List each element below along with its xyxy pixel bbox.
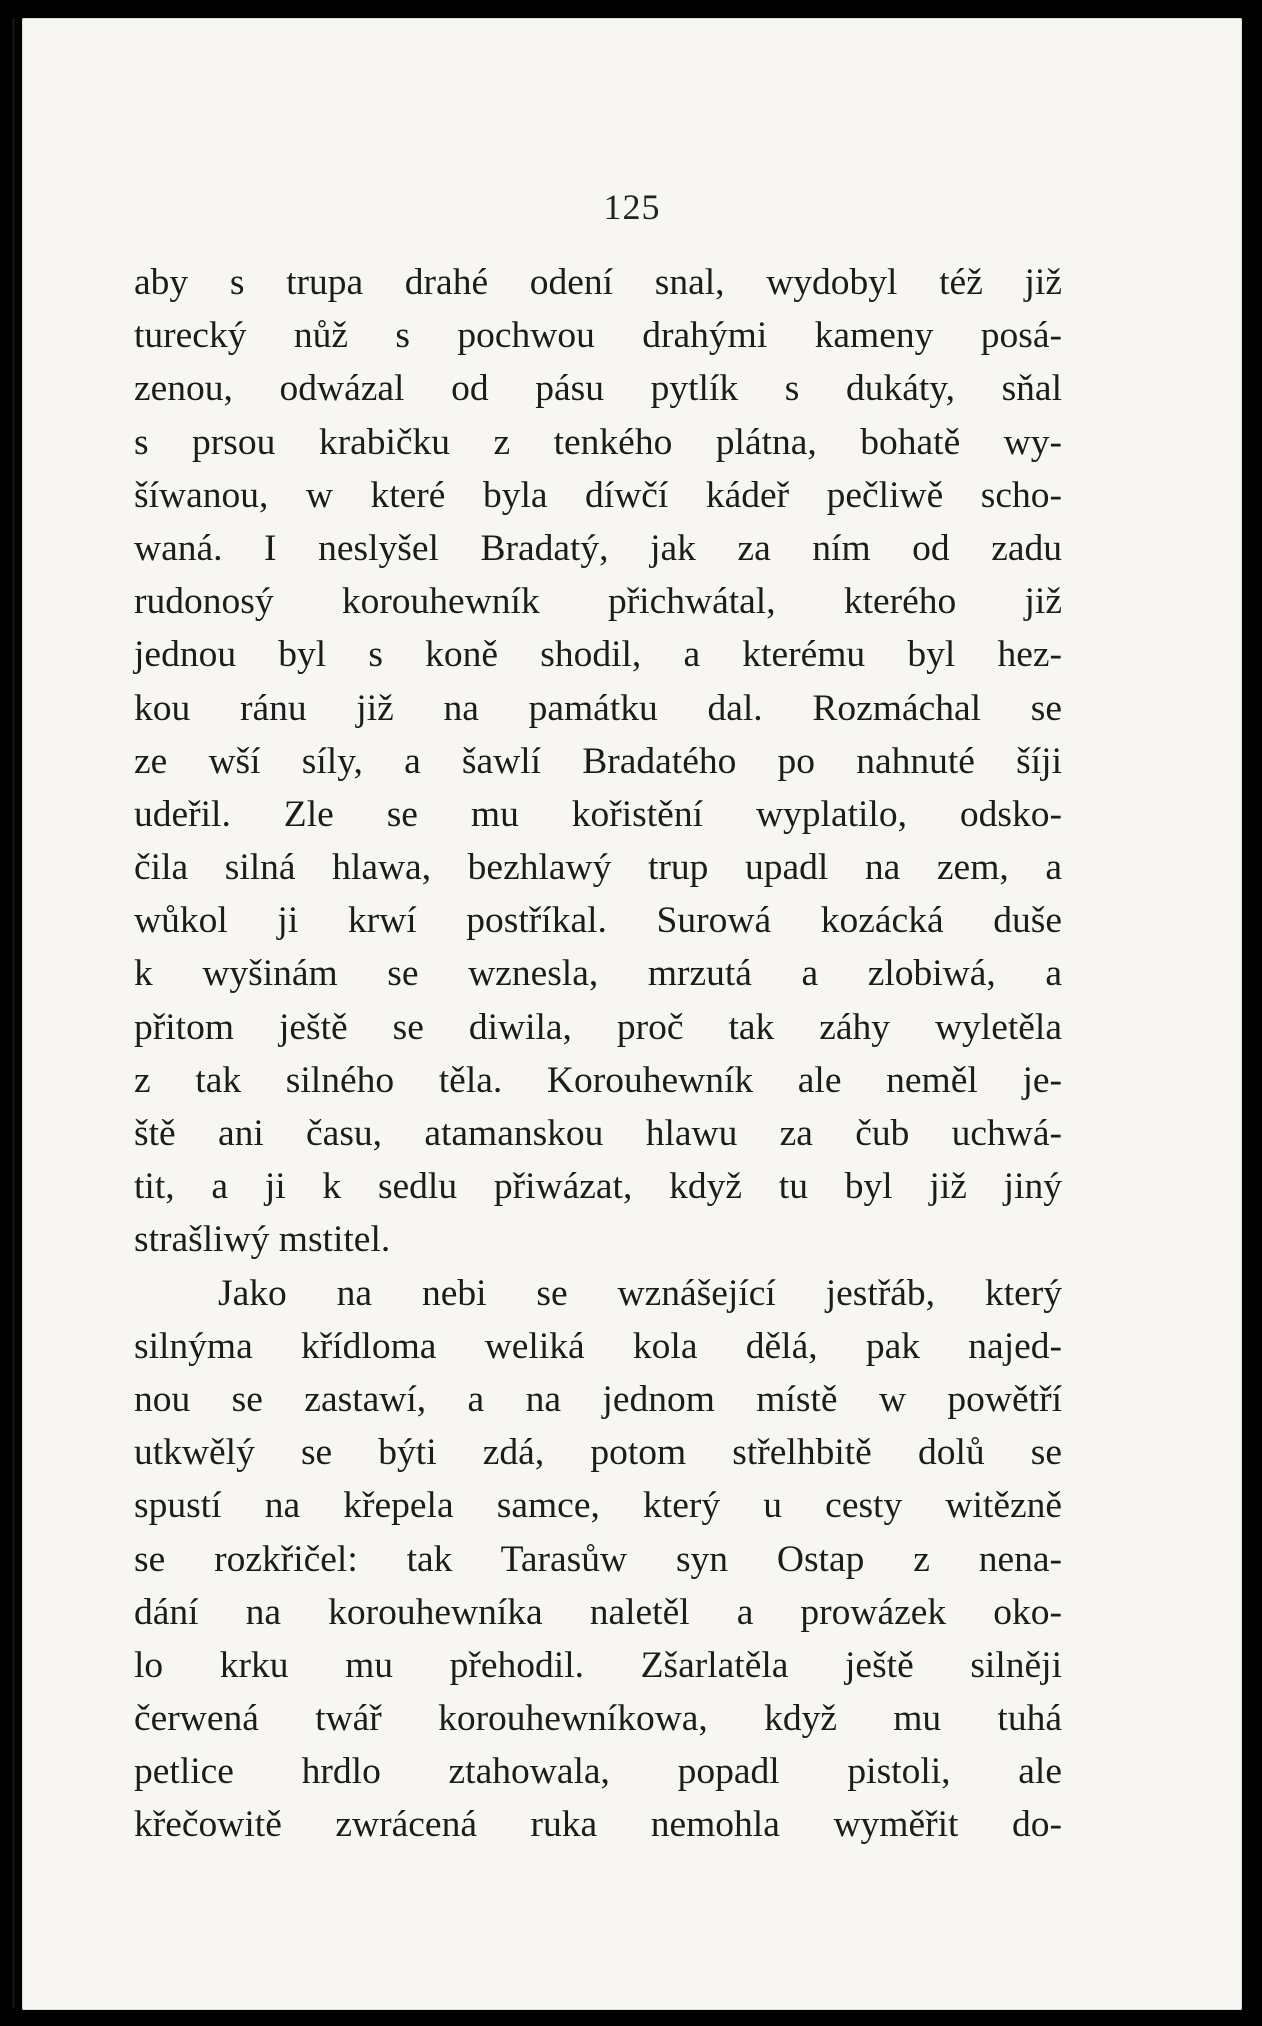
book-page bbox=[22, 18, 1242, 2010]
text-line: spustí na křepela samce, který u cesty witězně bbox=[134, 1485, 1062, 1527]
text-line: rudonosý korouhewník přichwátal, kterého již bbox=[134, 581, 1062, 623]
text-line: k wyšinám se wznesla, mrzutá a zlobiwá, a bbox=[134, 953, 1062, 995]
text-line: čerwená twář korouhewníkowa, když mu tuhá bbox=[134, 1698, 1062, 1740]
text-line: nou se zastawí, a na jednom místě w powětří bbox=[134, 1378, 1062, 1420]
text-line: zenou, odwázal od pásu pytlík s dukáty, sňal bbox=[134, 368, 1062, 410]
text-line: lo krku mu přehodil. Zšarlatěla ještě silněji bbox=[134, 1644, 1062, 1686]
text-line: wůkol ji krwí postříkal. Surowá kozácká duše bbox=[134, 900, 1062, 942]
text-line: šíwanou, w které byla díwčí kádeř pečliwě scho- bbox=[134, 474, 1062, 516]
text-line: ze wší síly, a šawlí Bradatého po nahnuté šíji bbox=[134, 740, 1062, 782]
book-edge bbox=[12, 18, 15, 2008]
paragraph-start-line: Jako na nebi se wznášející jestřáb, který bbox=[218, 1272, 1062, 1314]
text-line: z tak silného těla. Korouhewník ale neměl je- bbox=[134, 1059, 1062, 1101]
text-line: aby s trupa drahé odení snal, wydobyl též již bbox=[134, 262, 1062, 303]
text-line: se rozkřičel: tak Tarasůw syn Ostap z nena- bbox=[134, 1538, 1062, 1580]
text-line: křečowitě zwrácená ruka nemohla wyměřit do- bbox=[134, 1804, 1062, 1846]
text-line: dání na korouhewníka naletěl a prowázek oko- bbox=[134, 1591, 1062, 1633]
text-line: udeřil. Zle se mu kořistění wyplatilo, odsko- bbox=[134, 793, 1062, 835]
text-line: turecký nůž s pochwou drahými kameny posá- bbox=[134, 315, 1062, 357]
text-line: tit, a ji k sedlu přiwázat, když tu byl již jiný bbox=[134, 1166, 1062, 1208]
text-line: utkwělý se býti zdá, potom střelhbitě dolů se bbox=[134, 1432, 1062, 1474]
text-line: silnýma křídloma weliká kola dělá, pak najed- bbox=[134, 1325, 1062, 1367]
text-line: ště ani času, atamanskou hlawu za čub uchwá- bbox=[134, 1113, 1062, 1154]
paragraph-end-line: strašliwý mstitel. bbox=[134, 1219, 391, 1261]
text-line: přitom ještě se diwila, proč tak záhy wyletěla bbox=[134, 1006, 1062, 1048]
text-line: kou ránu již na památku dal. Rozmáchal se bbox=[134, 687, 1062, 729]
body-text bbox=[134, 256, 1062, 1852]
text-line: s prsou krabičku z tenkého plátna, bohatě wy- bbox=[134, 421, 1062, 463]
text-line: petlice hrdlo ztahowala, popadl pistoli, ale bbox=[134, 1751, 1062, 1793]
page-number: 125 bbox=[603, 187, 661, 227]
text-line: waná. I neslyšel Bradatý, jak za ním od zadu bbox=[134, 527, 1062, 569]
text-line: čila silná hlawa, bezhlawý trup upadl na zem, a bbox=[134, 847, 1062, 889]
text-line: jednou byl s koně shodil, a kterému byl hez- bbox=[134, 634, 1062, 676]
